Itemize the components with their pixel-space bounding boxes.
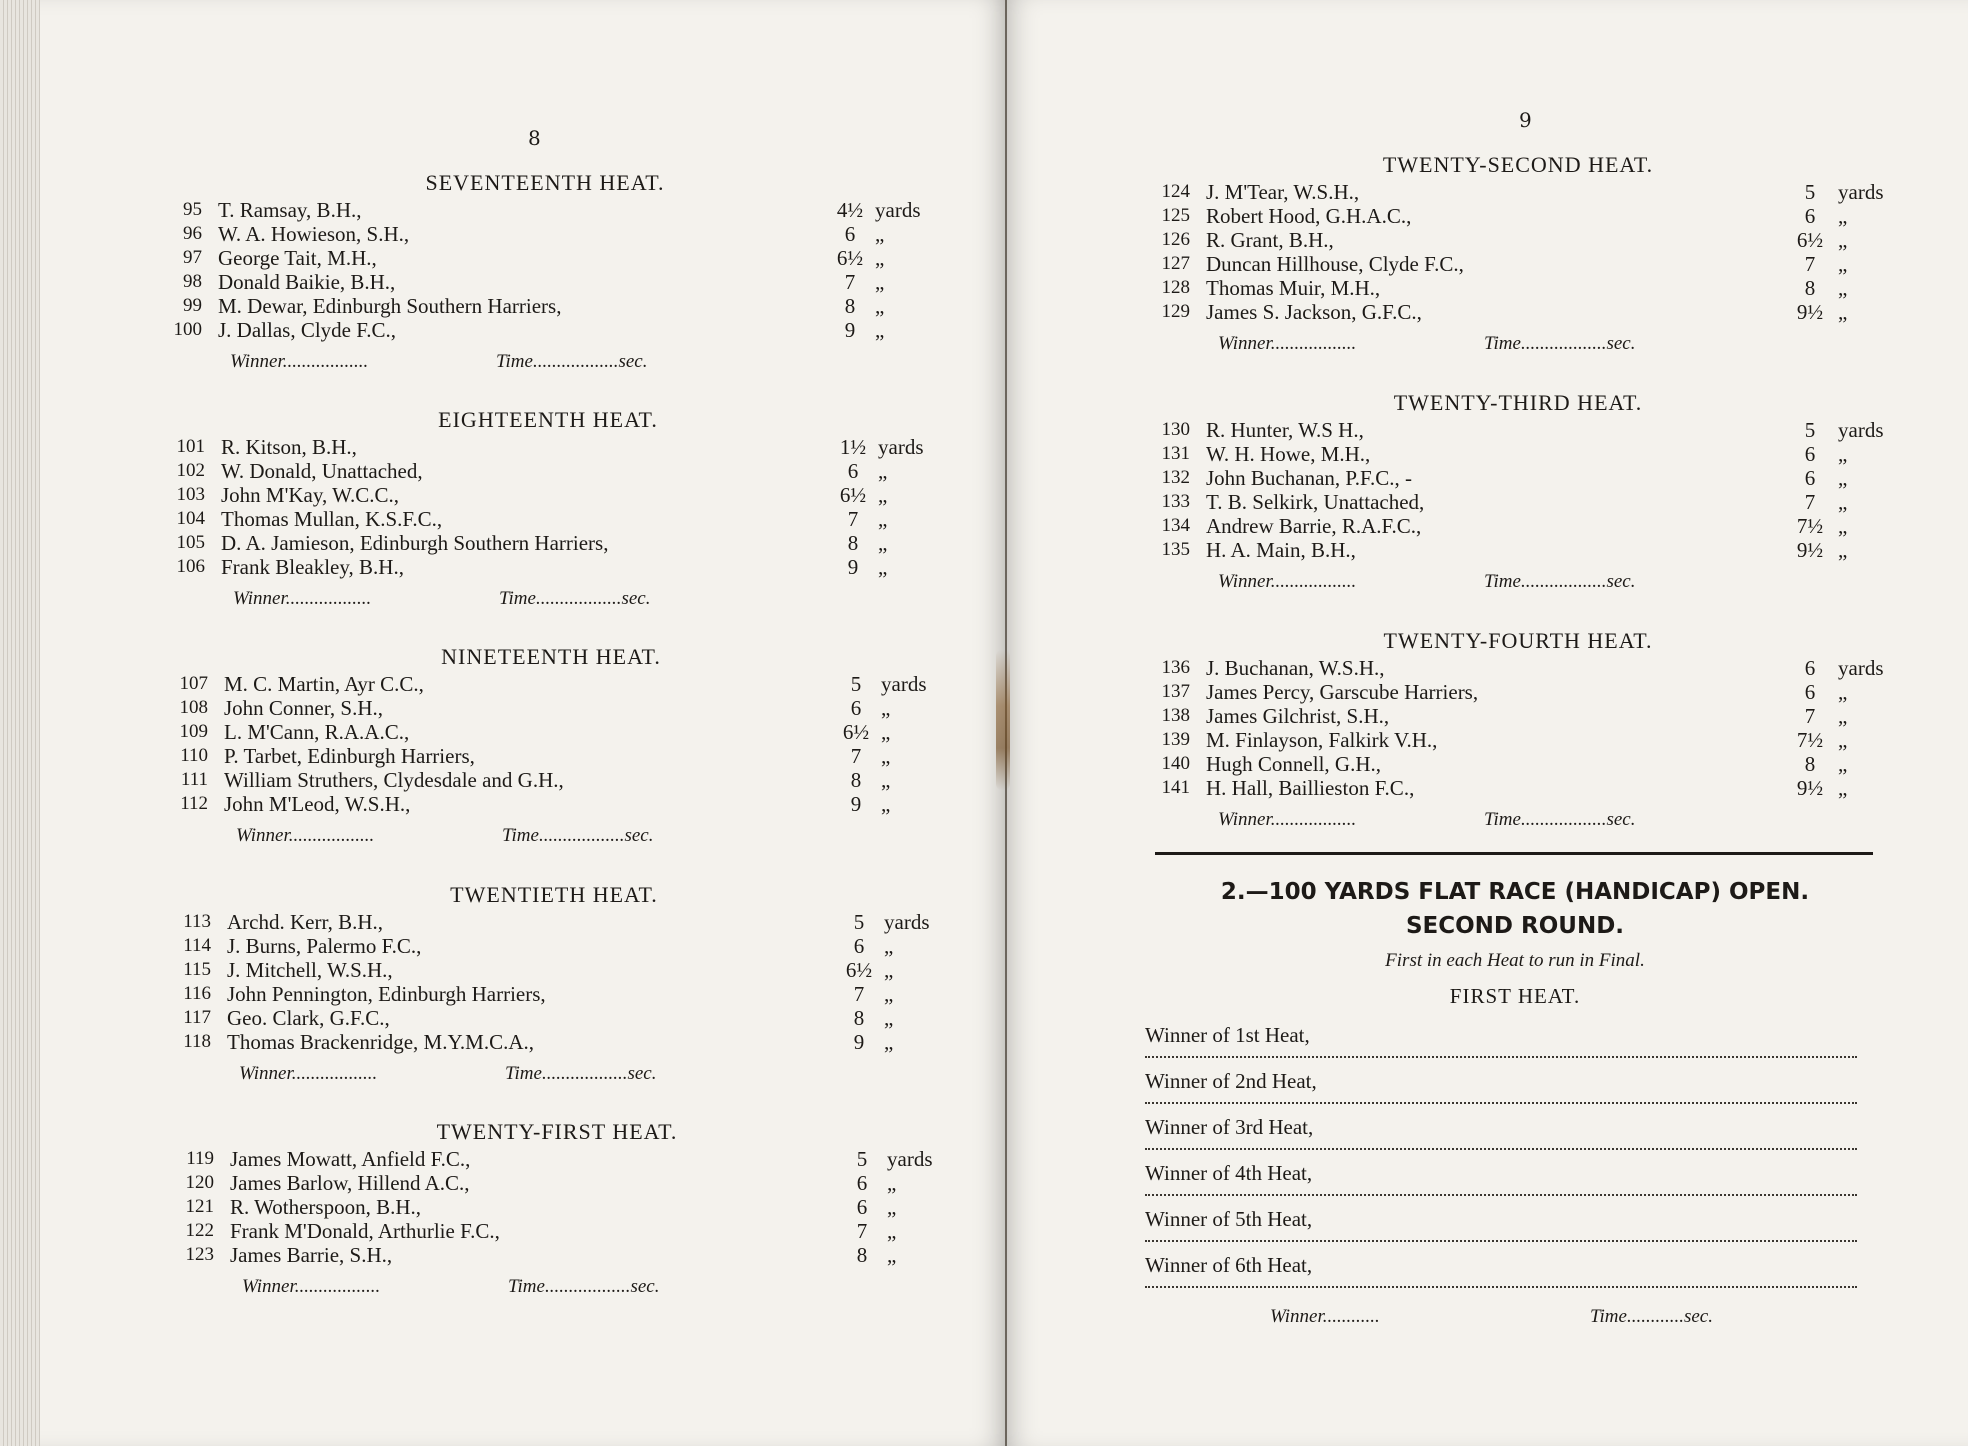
entry-unit: „ [1838,204,1848,228]
entry-handicap: 7 [1804,704,1816,728]
entry-unit: „ [875,270,885,294]
entry-unit: yards [875,198,921,222]
winner-time-line [1148,806,1888,834]
entry-row [1148,204,1888,228]
entry-name: W. A. Howieson, S.H., [218,222,410,246]
entry-handicap: 6 [847,459,859,483]
entry-handicap: 7½ [1796,514,1824,538]
heat-title: TWENTY-FOURTH HEAT. [1383,628,1653,653]
entry-number: 121 [185,1196,214,1217]
entry-handicap: 9 [847,555,859,579]
entry-number: 125 [1161,205,1190,226]
entry-row [169,1030,939,1054]
entry-name: Thomas Brackenridge, M.Y.M.C.A., [227,1030,534,1054]
entry-handicap: 7 [844,270,856,294]
entry-row [172,1219,942,1243]
entry-handicap: 7 [856,1219,868,1243]
heat-title: TWENTY-SECOND HEAT. [1382,152,1654,177]
entry-row [169,982,939,1006]
entry-row [1148,276,1888,300]
page-edge [0,0,40,1446]
entry-name: George Tait, M.H., [218,246,377,270]
entry-row [169,1006,939,1030]
entry-name: John Pennington, Edinburgh Harriers, [227,982,546,1006]
entry-handicap: 8 [853,1006,865,1030]
entry-unit: „ [875,318,885,342]
entry-handicap: 1½ [839,435,867,459]
entry-handicap: 6½ [836,246,864,270]
time-label: Time..................sec. [505,1063,657,1084]
entry-handicap: 6 [1804,466,1816,490]
entry-row [1148,180,1888,204]
entry-name: H. A. Main, B.H., [1206,538,1356,562]
heat-winner-row: Winner of 1st Heat, [1145,1020,1857,1058]
entry-number: 116 [183,983,211,1004]
entry-number: 108 [179,697,208,718]
entry-unit: „ [1838,514,1848,538]
entry-handicap: 9½ [1796,300,1824,324]
winner-time-line [1148,330,1888,358]
entry-handicap: 9 [850,792,862,816]
entry-name: J. Mitchell, W.S.H., [227,958,393,982]
entry-unit: „ [887,1195,897,1219]
entry-handicap: 6 [1804,442,1816,466]
page-number: 8 [528,126,541,150]
entry-number: 134 [1161,515,1190,536]
entry-number: 112 [180,793,208,814]
race-title: 2.—100 YARDS FLAT RACE (HANDICAP) OPEN. [1220,879,1810,905]
entry-handicap: 6 [1804,204,1816,228]
entry-row [163,507,933,531]
entry-row [166,696,936,720]
heat-winner-row: Winner of 2nd Heat, [1145,1066,1857,1104]
entry-number: 95 [183,199,202,220]
entry-row [163,483,933,507]
heat-winner-row: Winner of 5th Heat, [1145,1204,1857,1242]
entry-unit: yards [1838,180,1884,204]
entry-number: 114 [183,935,211,956]
entry-row [160,318,930,342]
entry-unit: „ [875,294,885,318]
time-label: Time..................sec. [499,588,651,609]
entry-name: W. Donald, Unattached, [221,459,423,483]
heat-winner-row: Winner of 4th Heat, [1145,1158,1857,1196]
entry-handicap: 7 [853,982,865,1006]
entry-name: M. Finlayson, Falkirk V.H., [1206,728,1438,752]
entry-handicap: 6½ [839,483,867,507]
entry-handicap: 8 [856,1243,868,1267]
entry-unit: „ [881,720,891,744]
heat-block [1148,626,1888,834]
entry-row [166,768,936,792]
entry-name: James Barlow, Hillend A.C., [230,1171,470,1195]
entry-row [160,294,930,318]
entry-number: 119 [186,1148,214,1169]
entry-handicap: 6½ [1796,228,1824,252]
winner-time-line [172,1273,942,1301]
entry-unit: „ [878,483,888,507]
heat-title: TWENTIETH HEAT. [450,882,658,907]
entry-handicap: 4½ [836,198,864,222]
entry-number: 130 [1161,419,1190,440]
entry-name: John Conner, S.H., [224,696,383,720]
entry-name: Thomas Mullan, K.S.F.C., [221,507,443,531]
entry-unit: „ [884,958,894,982]
entry-unit: yards [1838,656,1884,680]
entry-number: 104 [176,508,205,529]
entry-name: J. Dallas, Clyde F.C., [218,318,396,342]
entry-handicap: 7½ [1796,728,1824,752]
entry-name: R. Hunter, W.S H., [1206,418,1364,442]
entry-unit: yards [887,1147,933,1171]
winner-time-line [163,585,933,613]
entry-number: 120 [185,1172,214,1193]
heat-winner-row: Winner of 3rd Heat, [1145,1112,1857,1150]
entry-unit: „ [887,1243,897,1267]
entry-name: R. Grant, B.H., [1206,228,1334,252]
winner-time-line [160,348,930,376]
winner-label: Winner.................. [1218,571,1357,592]
entry-row [160,246,930,270]
entry-row [1148,776,1888,800]
entry-row [163,459,933,483]
winner-time-line [1148,568,1888,596]
entry-unit: „ [1838,680,1848,704]
winner-label: Winner.................. [230,351,369,372]
entry-handicap: 6 [1804,656,1816,680]
entry-row [172,1171,942,1195]
entry-row [1148,514,1888,538]
entry-row [1148,752,1888,776]
entry-name: James Gilchrist, S.H., [1206,704,1390,728]
binding-stain [996,650,1010,790]
entry-unit: yards [881,672,927,696]
entry-number: 138 [1161,705,1190,726]
entry-handicap: 8 [844,294,856,318]
entry-name: Duncan Hillhouse, Clyde F.C., [1206,252,1464,276]
entry-name: James Mowatt, Anfield F.C., [230,1147,471,1171]
entry-unit: „ [1838,276,1848,300]
entry-row [1148,704,1888,728]
entry-unit: „ [878,507,888,531]
entry-row [1148,728,1888,752]
entry-row [1148,680,1888,704]
page-number: 9 [1519,108,1532,132]
entry-handicap: 5 [850,672,862,696]
entry-row [166,744,936,768]
entry-number: 132 [1161,467,1190,488]
entry-handicap: 6 [856,1171,868,1195]
entry-number: 137 [1161,681,1190,702]
entry-handicap: 6 [844,222,856,246]
entry-row [1148,538,1888,562]
entry-name: L. M'Cann, R.A.A.C., [224,720,410,744]
entry-unit: yards [884,910,930,934]
entry-unit: „ [1838,466,1848,490]
entry-handicap: 7 [1804,252,1816,276]
entry-number: 101 [176,436,205,457]
entry-handicap: 7 [1804,490,1816,514]
entry-unit: „ [878,459,888,483]
entry-unit: „ [875,246,885,270]
entry-row [163,531,933,555]
time-label: Time..................sec. [496,351,648,372]
entry-name: Hugh Connell, G.H., [1206,752,1381,776]
entry-handicap: 8 [1804,276,1816,300]
winner-time-line [166,822,936,850]
winner-label: Winner............ [1270,1306,1380,1327]
entry-unit: „ [878,555,888,579]
entry-name: J. Burns, Palermo F.C., [227,934,422,958]
entry-name: J. Buchanan, W.S.H., [1206,656,1385,680]
race-note: First in each Heat to run in Final. [1385,950,1645,971]
entry-row [163,555,933,579]
entry-number: 124 [1161,181,1190,202]
entry-row [160,222,930,246]
heat-block [166,642,936,850]
entry-handicap: 7 [847,507,859,531]
entry-row [169,958,939,982]
entry-name: Thomas Muir, M.H., [1206,276,1381,300]
entry-name: John M'Kay, W.C.C., [221,483,400,507]
heat-block [1148,150,1888,358]
entry-unit: „ [881,696,891,720]
race-subtitle: SECOND ROUND. [1405,913,1625,939]
entry-row [172,1243,942,1267]
entry-name: P. Tarbet, Edinburgh Harriers, [224,744,475,768]
entry-row [1148,252,1888,276]
entry-unit: „ [887,1219,897,1243]
entry-handicap: 6 [850,696,862,720]
entry-name: D. A. Jamieson, Edinburgh Southern Harriers, [221,531,609,555]
entry-number: 131 [1161,443,1190,464]
entry-row [166,720,936,744]
entry-number: 136 [1161,657,1190,678]
winner-label: Winner.................. [239,1063,378,1084]
time-label: Time..................sec. [1484,571,1636,592]
entry-number: 139 [1161,729,1190,750]
entry-number: 135 [1161,539,1190,560]
entry-unit: „ [1838,228,1848,252]
entry-handicap: 8 [850,768,862,792]
time-label: Time..................sec. [502,825,654,846]
entry-unit: „ [1838,442,1848,466]
entry-number: 126 [1161,229,1190,250]
entry-number: 103 [176,484,205,505]
entry-unit: „ [884,982,894,1006]
entry-handicap: 6½ [842,720,870,744]
entry-name: Frank Bleakley, B.H., [221,555,404,579]
entry-unit: yards [878,435,924,459]
heat-title: TWENTY-FIRST HEAT. [436,1119,678,1144]
entry-name: W. H. Howe, M.H., [1206,442,1371,466]
winner-label: Winner.................. [1218,809,1357,830]
entry-handicap: 9 [853,1030,865,1054]
heat-title: SEVENTEENTH HEAT. [425,170,665,195]
entry-name: William Struthers, Clydesdale and G.H., [224,768,564,792]
final-winner-line [1270,1303,1790,1331]
heat-title: EIGHTEENTH HEAT. [438,407,658,432]
entry-name: J. M'Tear, W.S.H., [1206,180,1360,204]
entry-name: T. Ramsay, B.H., [218,198,362,222]
entry-handicap: 6 [856,1195,868,1219]
entry-row [1148,300,1888,324]
entry-unit: „ [1838,538,1848,562]
entry-handicap: 9 [844,318,856,342]
entry-unit: „ [1838,752,1848,776]
entry-handicap: 5 [853,910,865,934]
entry-name: James S. Jackson, G.F.C., [1206,300,1422,324]
entry-unit: „ [884,1006,894,1030]
winner-label: Winner.................. [233,588,372,609]
entry-handicap: 8 [1804,752,1816,776]
entry-handicap: 8 [847,531,859,555]
winner-label: Winner.................. [242,1276,381,1297]
entry-number: 129 [1161,301,1190,322]
section-rule [1155,852,1873,855]
entry-row [160,198,930,222]
entry-unit: „ [884,934,894,958]
entry-row [1148,466,1888,490]
entry-row [1148,418,1888,442]
entry-number: 100 [173,319,202,340]
entry-number: 123 [185,1244,214,1265]
entry-number: 97 [183,247,202,268]
entry-unit: „ [881,768,891,792]
entry-unit: yards [1838,418,1884,442]
entry-unit: „ [1838,490,1848,514]
entry-number: 96 [183,223,202,244]
entry-number: 117 [183,1007,211,1028]
entry-unit: „ [875,222,885,246]
winner-label: Winner.................. [236,825,375,846]
entry-name: R. Kitson, B.H., [221,435,357,459]
entry-row [172,1147,942,1171]
entry-unit: „ [1838,300,1848,324]
entry-handicap: 6½ [845,958,873,982]
entry-unit: „ [1838,704,1848,728]
entry-number: 141 [1161,777,1190,798]
entry-number: 99 [183,295,202,316]
entry-unit: „ [878,531,888,555]
entry-handicap: 5 [856,1147,868,1171]
entry-row [172,1195,942,1219]
time-label: Time..................sec. [1484,333,1636,354]
entry-row [1148,228,1888,252]
entry-name: Donald Baikie, B.H., [218,270,396,294]
entry-row [1148,442,1888,466]
time-label: Time............sec. [1590,1306,1713,1327]
entry-name: Robert Hood, G.H.A.C., [1206,204,1412,228]
winner-time-line [169,1060,939,1088]
entry-row [160,270,930,294]
entry-name: M. C. Martin, Ayr C.C., [224,672,424,696]
entry-unit: „ [881,792,891,816]
heat-block [172,1117,942,1301]
entry-number: 113 [183,911,211,932]
heat-block [1148,388,1888,596]
entry-handicap: 5 [1804,180,1816,204]
entry-unit: „ [1838,252,1848,276]
entry-row [166,792,936,816]
entry-row [169,934,939,958]
entry-name: H. Hall, Baillieston F.C., [1206,776,1415,800]
entry-name: James Percy, Garscube Harriers, [1206,680,1479,704]
entry-row [163,435,933,459]
entry-number: 109 [179,721,208,742]
heat-block [163,405,933,613]
entry-number: 122 [185,1220,214,1241]
entry-unit: „ [884,1030,894,1054]
entry-number: 105 [176,532,205,553]
entry-number: 127 [1161,253,1190,274]
entry-name: John M'Leod, W.S.H., [224,792,411,816]
entry-handicap: 6 [853,934,865,958]
entry-number: 110 [180,745,208,766]
entry-unit: „ [887,1171,897,1195]
entry-number: 107 [179,673,208,694]
winner-label: Winner.................. [1218,333,1357,354]
entry-name: John Buchanan, P.F.C., - [1206,466,1412,490]
entry-number: 118 [183,1031,211,1052]
entry-name: James Barrie, S.H., [230,1243,393,1267]
entry-name: Andrew Barrie, R.A.F.C., [1206,514,1422,538]
time-label: Time..................sec. [508,1276,660,1297]
entry-name: Geo. Clark, G.F.C., [227,1006,390,1030]
entry-unit: „ [1838,728,1848,752]
entry-handicap: 5 [1804,418,1816,442]
entry-name: T. B. Selkirk, Unattached, [1206,490,1425,514]
entry-row [1148,490,1888,514]
entry-row [166,672,936,696]
time-label: Time..................sec. [1484,809,1636,830]
entry-number: 106 [176,556,205,577]
entry-number: 133 [1161,491,1190,512]
entry-number: 102 [176,460,205,481]
entry-name: Frank M'Donald, Arthurlie F.C., [230,1219,500,1243]
entry-number: 115 [183,959,211,980]
heat-title: NINETEENTH HEAT. [441,644,661,669]
entry-unit: „ [1838,776,1848,800]
entry-name: R. Wotherspoon, B.H., [230,1195,422,1219]
heat-winner-row: Winner of 6th Heat, [1145,1250,1857,1288]
heat-title: TWENTY-THIRD HEAT. [1393,390,1643,415]
entry-number: 111 [180,769,208,790]
entry-row [169,910,939,934]
entry-row [1148,656,1888,680]
entry-number: 140 [1161,753,1190,774]
race-heat-title: FIRST HEAT. [1449,984,1581,1008]
entry-handicap: 7 [850,744,862,768]
entry-name: M. Dewar, Edinburgh Southern Harriers, [218,294,562,318]
entry-handicap: 6 [1804,680,1816,704]
heat-block [169,880,939,1088]
entry-unit: „ [881,744,891,768]
entry-handicap: 9½ [1796,538,1824,562]
entry-handicap: 9½ [1796,776,1824,800]
entry-name: Archd. Kerr, B.H., [227,910,384,934]
entry-number: 98 [183,271,202,292]
heat-block [160,168,930,376]
entry-number: 128 [1161,277,1190,298]
